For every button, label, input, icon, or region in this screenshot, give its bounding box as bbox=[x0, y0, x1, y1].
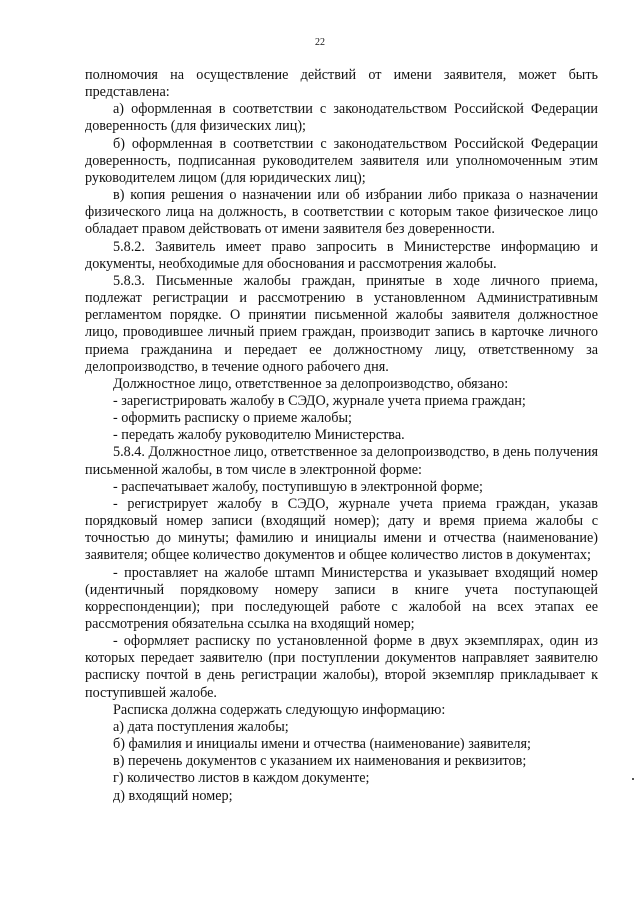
list-item-prepare-receipt: - оформляет расписку по установленной форме в двух экземплярах, один из которых передает заявителю (при поступлении документов направляет заявителю расписку почтой в день регистрации жалобы), второй экземпляр прикладывает к поступившей жалобе. bbox=[85, 633, 598, 701]
paragraph-5-8-3: 5.8.3. Письменные жалобы граждан, принятые в ходе личного приема, подлежат регистрации и рассмотрению в установленном Административным регламентом порядке. О принятии письменной жалобы заявителя должностное лицо, проводившее личный прием граждан, производит запись в карточке личного приема гражданина и передает ее должностному лицу, ответственному за делопроизводство, в течение одного рабочего дня. bbox=[85, 272, 598, 375]
paragraph-continuation: полномочия на осуществление действий от имени заявителя, может быть представлена: bbox=[85, 67, 598, 101]
list-item-receipt-sheets: г) количество листов в каждом документе; bbox=[113, 770, 370, 787]
paragraph-item-c-appointment-copy: в) копия решения о назначении или об избрании либо приказа о назначении физического лица на должность, в соответствии с которым такое физическое лицо обладает правом действовать от имени заявителя без доверенности. bbox=[85, 187, 598, 238]
list-item-print-complaint: - распечатывает жалобу, поступившую в электронной форме; bbox=[113, 478, 484, 495]
list-item-receipt-documents: в) перечень документов с указанием их наименования и реквизитов; bbox=[113, 753, 527, 770]
paragraph-item-b-power-of-attorney: б) оформленная в соответствии с законодательством Российской Федерации доверенность, подписанная руководителем заявителя или уполномоченным этим руководителем лицом (для юридических лиц); bbox=[85, 135, 598, 186]
list-item-receipt-name: б) фамилия и инициалы имени и отчества (наименование) заявителя; bbox=[113, 736, 531, 753]
document-body bbox=[85, 67, 598, 805]
list-item-receipt-number: д) входящий номер; bbox=[113, 787, 233, 804]
list-item-receipt-date: а) дата поступления жалобы; bbox=[113, 718, 289, 735]
paragraph-official-obligations: Должностное лицо, ответственное за делопроизводство, обязано: bbox=[113, 375, 509, 392]
paragraph-5-8-4: 5.8.4. Должностное лицо, ответственное за делопроизводство, в день получения письменной жалобы, в том числе в электронной форме: bbox=[85, 444, 598, 478]
list-item-register-in-sedo: - регистрирует жалобу в СЭДО, журнале учета приема граждан, указав порядковый номер записи (входящий номер); дату и время приема жалобы с точностью до минуты; фамилию и инициалы имени и отчества (наименование) заявителя; общее количество документов и общее количество листов в документах; bbox=[85, 495, 598, 564]
list-item-register-complaint: - зарегистрировать жалобу в СЭДО, журнале учета приема граждан; bbox=[113, 392, 526, 409]
page-number: 22 bbox=[315, 37, 325, 48]
list-item-stamp-complaint: - проставляет на жалобе штамп Министерства и указывает входящий номер (идентичный порядковому номеру записи в книге учета поступающей корреспонденции); при последующей работе с жалобой на всех этапах ее рассмотрения обязательна ссылка на входящий номер; bbox=[85, 564, 598, 632]
paragraph-item-a-power-of-attorney: а) оформленная в соответствии с законодательством Российской Федерации доверенность (для физических лиц); bbox=[85, 101, 598, 135]
paragraph-receipt-contents: Расписка должна содержать следующую информацию: bbox=[113, 701, 446, 718]
paragraph-5-8-2: 5.8.2. Заявитель имеет право запросить в Министерстве информацию и документы, необходимые для обоснования и рассмотрения жалобы. bbox=[85, 238, 598, 272]
list-item-forward-complaint: - передать жалобу руководителю Министерства. bbox=[113, 427, 405, 444]
list-item-issue-receipt: - оформить расписку о приеме жалобы; bbox=[113, 410, 352, 427]
scan-speck bbox=[632, 778, 634, 780]
